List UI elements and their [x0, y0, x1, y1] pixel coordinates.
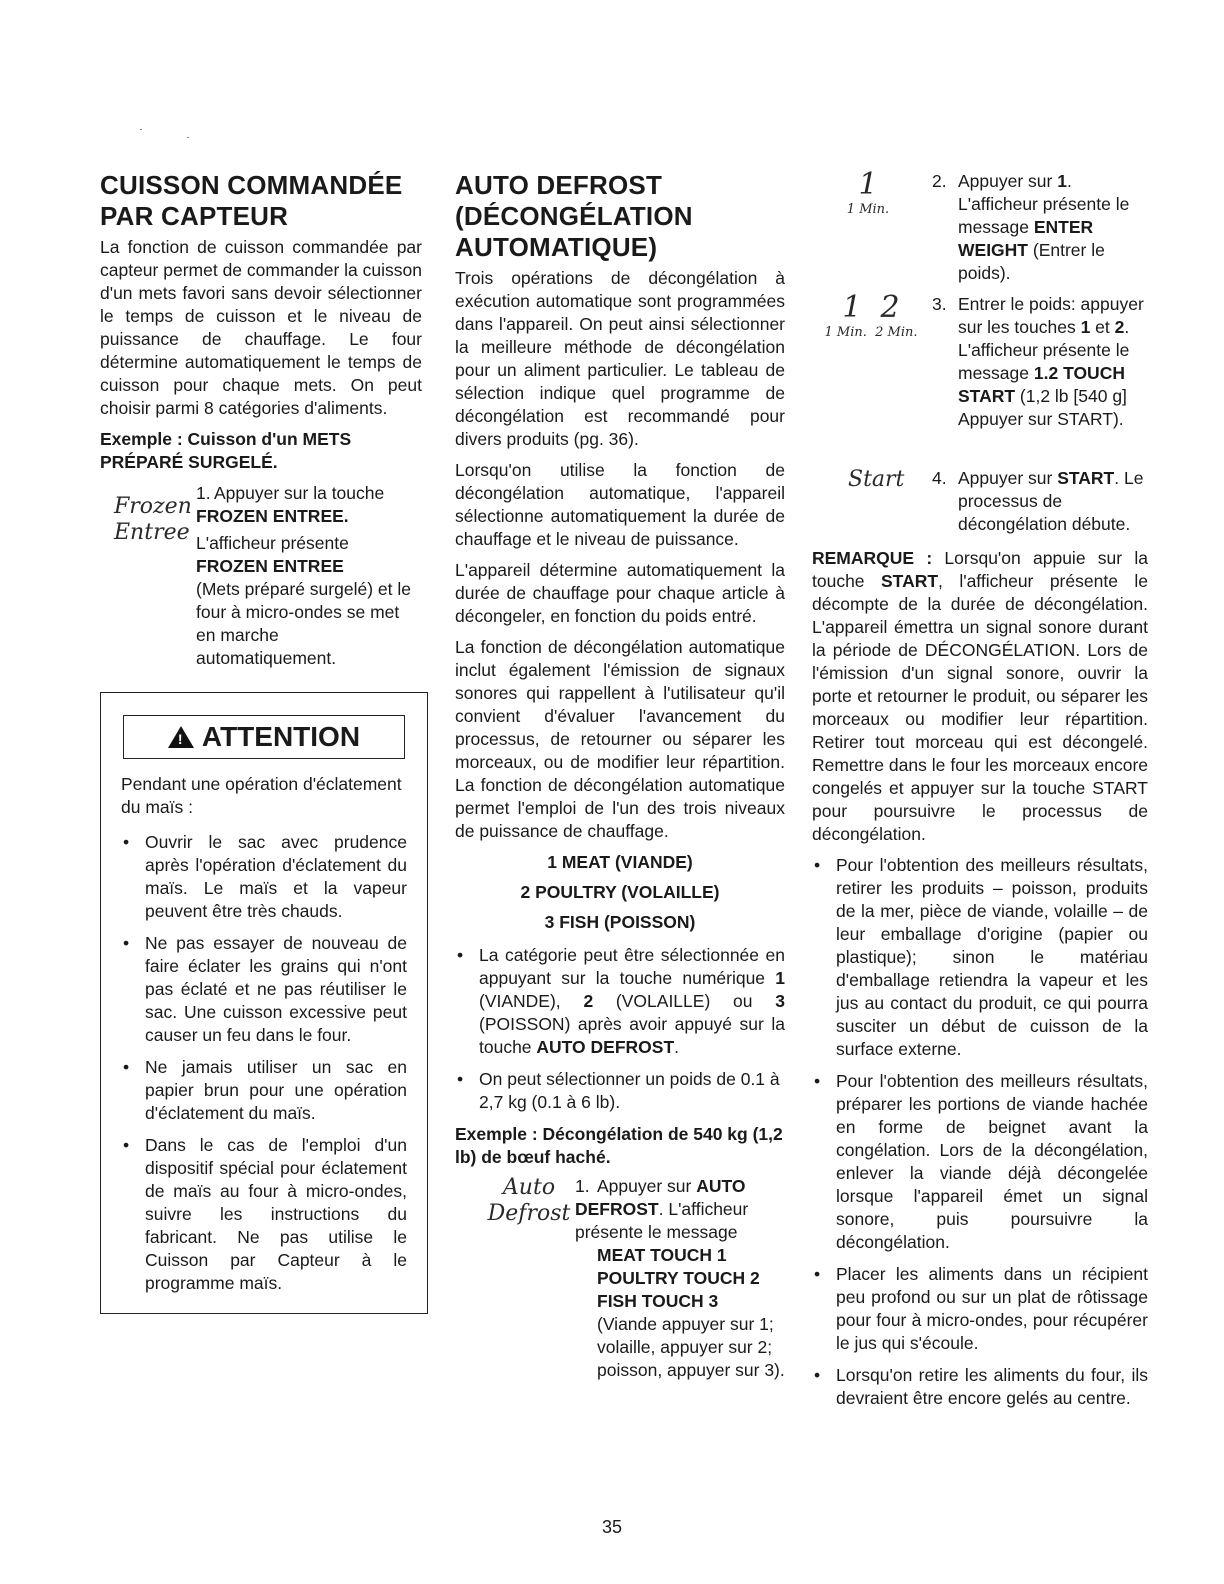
sensor-intro: La fonction de cuisson commandée par capteur permet de commander la cuisson d'un mets favori sans devoir sélectionner le temps de cuisson et le niveau de puissance de chauffage. Le four détermine automatiquement le temps de cuisson pour chaque mets. On peut choisir parmi 8 catégories d'aliments. — [100, 237, 422, 418]
list-item: • Ne jamais utiliser un sac en papier brun pour une opération d'éclatement du maïs. — [121, 1056, 407, 1125]
key-1-min-label: 1 1 Min. — [846, 167, 890, 217]
defrost-para-2: Lorsqu'on utilise la fonction de décongélation automatique, l'appareil sélectionne automatiquement la durée de chauffage et le niveau de puissance. — [455, 460, 785, 549]
scan-speck — [187, 137, 189, 138]
list-item: • Lorsqu'on retire les aliments du four, ils devraient être encore gelés au centre. — [812, 1364, 1148, 1410]
attention-list — [121, 831, 407, 1295]
column-defrost-steps — [812, 167, 1148, 1419]
category-meat: 1 MEAT (VIANDE) — [547, 852, 693, 872]
auto-defrost-key-label: Auto Defrost — [487, 1175, 571, 1226]
defrost-step-4: Start 4. Appuyer sur START. Le processus de décongélation débute. — [848, 467, 1144, 534]
list-item: • On peut sélectionner un poids de 0.1 à 2,7 kg (0.1 à 6 lb). — [455, 1068, 785, 1114]
defrost-step-3: 1 2 1 Min. 2 Min. 3. Entrer le poids: appuyer sur les touches 1 et 2. L'afficheur présente le message 1.2 TOUCH START (1,2 lb [540 g] Appuyer sur START). — [812, 293, 1148, 463]
sensor-example-heading: Exemple : Cuisson d'un METS PRÉPARÉ SURGELÉ. — [100, 429, 352, 472]
list-item: • Pour l'obtention des meilleurs résultats, retirer les produits – poisson, produits de la mer, pièce de viande, volaille – de leur emballage d'origine (papier ou plastique); sinon le matériau d'emballage retiendra la vapeur et les jus au contact du produit, ce qui pourra susciter un début de cuisson de la surface externe. — [812, 854, 1148, 1061]
category-fish: 3 FISH (POISSON) — [544, 912, 696, 932]
list-item: • Pour l'obtention des meilleurs résultats, préparer les portions de viande hachée en forme de beignet avant la congélation. Lors de la décongélation, enlever la viande déjà décongelée lorsque l'appareil émet un signal sonore, puis poursuivre la décongélation. — [812, 1070, 1148, 1254]
attention-box — [100, 692, 428, 1314]
column-sensor-cooking — [100, 170, 422, 1314]
key-1-2-min-label: 1 2 1 Min. 2 Min. — [824, 290, 918, 340]
defrost-step-2: 1 1 Min. 2. Appuyer sur 1. L'afficheur présente le message ENTER WEIGHT (Entrer le poids). — [812, 170, 1148, 285]
defrost-para-4: La fonction de décongélation automatique inclut également l'émission de signaux sonores qui rappellent à l'utilisateur qu'il convient d'évaluer l'avancement du processus, de retourner ou séparer les morceaux, ou de modifier leur répartition. La fonction de décongélation automatique permet l'emploi de l'un des trois niveaux de puissance de chauffage. — [455, 637, 785, 841]
list-item: • La catégorie peut être sélectionnée en appuyant sur la touche numérique 1 (VIANDE), 2 (VOLAILLE) ou 3 (POISSON) après avoir appuyé sur la touche AUTO DEFROST. — [455, 944, 785, 1059]
list-item: • Ouvrir le sac avec prudence après l'opération d'éclatement du maïs. Le maïs et la vapeur peuvent être très chauds. — [121, 831, 407, 923]
list-item: • Placer les aliments dans un récipient peu profond ou sur un plat de rôtissage pour four à micro-ondes, pour récupérer le jus qui s'écoule. — [812, 1263, 1148, 1355]
defrost-para-3: L'appareil détermine automatiquement la durée de chauffage pour chaque article à décongeler, en fonction du poids entré. — [455, 560, 785, 626]
sensor-step-1: Frozen Entree 1. Appuyer sur la touche FROZEN ENTREE. L'afficheur présente FROZEN ENTREE (Mets préparé surgelé) et le four à micro-ondes se met en marche automatiquement. — [114, 483, 411, 668]
attention-intro: Pendant une opération d'éclatement du maïs : — [121, 774, 402, 817]
page-number: 35 — [601, 1517, 623, 1537]
defrost-bullets — [455, 944, 785, 1114]
column-auto-defrost — [455, 170, 785, 1382]
category-poultry: 2 POULTRY (VOLAILLE) — [520, 882, 720, 902]
scan-speck — [140, 129, 142, 130]
defrost-para-1: Trois opérations de décongélation à exécution automatique sont programmées dans l'appareil. On peut ainsi sélectionner la meilleure méthode de décongélation pour un aliment particulier. Le tableau de sélection indique quel programme de décongélation est recommandé pour divers produits (pg. 36). — [455, 268, 785, 449]
frozen-entree-key-label: Frozen Entree — [114, 494, 192, 545]
warning-triangle-icon — [168, 726, 194, 748]
section-title-auto-defrost: AUTO DEFROST (DÉCONGÉLATION AUTOMATIQUE) — [455, 170, 693, 262]
attention-title: !ATTENTION — [123, 715, 405, 759]
remark-paragraph: REMARQUE : Lorsqu'on appuie sur la touche START, l'afficheur présente le décompte de la durée de décongélation. L'appareil émettra un signal sonore durant la période de DÉCONGÉLATION. Lors de l'émission d'un signal sonore, ouvrir la porte et retourner le produit, ou séparer les morceaux ou modifier leur répartition. Retirer tout morceau qui est décongelé. Remettre dans le four les morceaux encore congelés et appuyer sur la touche START pour poursuivre le processus de décongélation. — [812, 548, 1148, 844]
list-item: • Ne pas essayer de nouveau de faire éclater les grains qui n'ont pas éclaté et ne pas réutiliser le sac. Une cuisson excessive peut causer un feu dans le four. — [121, 932, 407, 1047]
section-title-sensor-cooking: CUISSON COMMANDÉE PAR CAPTEUR — [100, 170, 403, 231]
start-key-label: Start — [848, 467, 905, 492]
defrost-example-heading: Exemple : Décongélation de 540 kg (1,2 lb) de bœuf haché. — [455, 1124, 783, 1167]
defrost-tips-list — [812, 854, 1148, 1410]
defrost-step-1: Auto Defrost 1. Appuyer sur AUTO DEFROST. L'afficheur présente le message MEAT TOUCH 1 POULTRY TOUCH 2 FISH TOUCH 3 (Viande appuyer sur 1; volaille, appuyer sur 2; poisson, appuyer sur 3). — [455, 1175, 785, 1382]
list-item: • Dans le cas de l'emploi d'un dispositif spécial pour éclatement de maïs au four à micro-ondes, suivre les instructions du fabricant. Ne pas utilise le Cuisson par Capteur à le programme maïs. — [121, 1134, 407, 1295]
